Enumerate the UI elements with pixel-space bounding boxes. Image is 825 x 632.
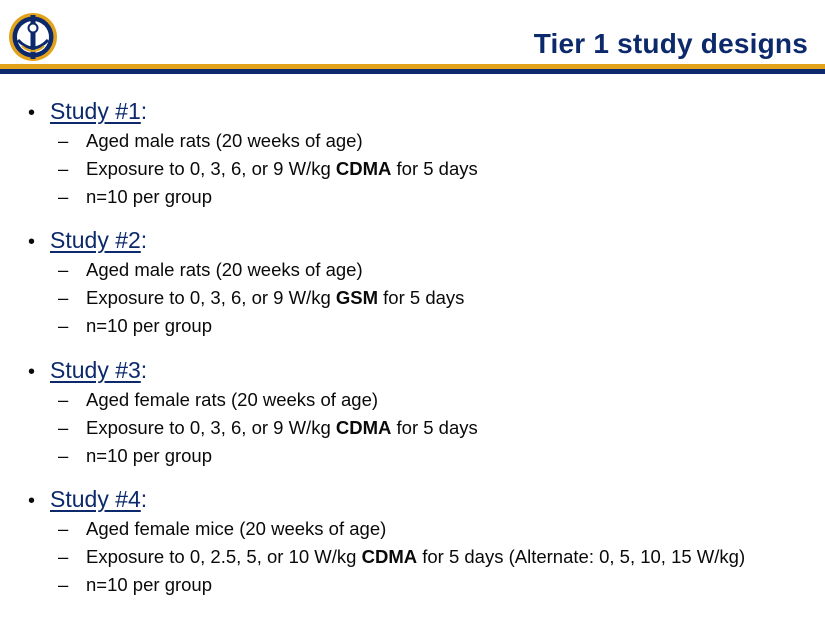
emblem-logo-icon	[8, 12, 58, 62]
dash-icon: –	[58, 389, 69, 410]
study-block	[28, 486, 745, 602]
dash-icon: –	[58, 186, 69, 207]
bullet-icon: •	[28, 102, 36, 124]
dash-icon: –	[58, 259, 69, 280]
list-item	[28, 287, 464, 315]
item-text: n=10 per group	[86, 186, 213, 207]
study-heading	[28, 486, 745, 518]
list-item	[28, 158, 478, 186]
header-divider-navy	[0, 69, 825, 74]
list-item	[28, 445, 478, 473]
study-heading-link[interactable]: Study #3	[50, 357, 141, 383]
list-item	[28, 518, 745, 546]
item-text: Aged male rats (20 weeks of age)	[86, 130, 363, 151]
list-item	[28, 574, 745, 602]
study-heading-colon: :	[140, 486, 148, 512]
list-item	[28, 389, 478, 417]
study-heading	[28, 357, 478, 389]
item-text: Exposure to 0, 3, 6, or 9 W/kg GSM for 5 days	[86, 287, 465, 308]
list-item	[28, 130, 478, 158]
study-block	[28, 98, 478, 214]
item-text: Exposure to 0, 2.5, 5, or 10 W/kg CDMA for 5 days (Alternate: 0, 5, 10, 15 W/kg)	[86, 546, 746, 567]
dash-icon: –	[58, 574, 69, 595]
item-text: n=10 per group	[86, 574, 213, 595]
dash-icon: –	[58, 445, 69, 466]
study-block	[28, 357, 478, 473]
bullet-icon: •	[28, 361, 36, 383]
study-block	[28, 227, 464, 343]
item-text: n=10 per group	[86, 445, 213, 466]
study-heading-link[interactable]: Study #1	[50, 98, 141, 124]
item-text: Exposure to 0, 3, 6, or 9 W/kg CDMA for 5 days	[86, 417, 478, 438]
bullet-icon: •	[28, 490, 36, 512]
study-heading	[28, 227, 464, 259]
dash-icon: –	[58, 417, 69, 438]
item-text: Aged female rats (20 weeks of age)	[86, 389, 379, 410]
bullet-icon: •	[28, 231, 36, 253]
dash-icon: –	[58, 158, 69, 179]
item-text: Exposure to 0, 3, 6, or 9 W/kg CDMA for 5 days	[86, 158, 478, 179]
page-title: Tier 1 study designs	[533, 28, 808, 59]
list-item	[28, 186, 478, 214]
study-heading-link[interactable]: Study #2	[50, 227, 141, 253]
dash-icon: –	[58, 315, 69, 336]
study-heading	[28, 98, 478, 130]
dash-icon: –	[58, 546, 69, 567]
item-text: Aged male rats (20 weeks of age)	[86, 259, 363, 280]
list-item	[28, 259, 464, 287]
list-item	[28, 417, 478, 445]
dash-icon: –	[58, 287, 69, 308]
study-heading-colon: :	[140, 357, 148, 383]
list-item	[28, 315, 464, 343]
study-heading-link[interactable]: Study #4	[50, 486, 141, 512]
list-item	[28, 546, 745, 574]
study-heading-colon: :	[140, 98, 148, 124]
item-text: Aged female mice (20 weeks of age)	[86, 518, 387, 539]
dash-icon: –	[58, 518, 69, 539]
study-heading-colon: :	[140, 227, 148, 253]
dash-icon: –	[58, 130, 69, 151]
item-text: n=10 per group	[86, 315, 213, 336]
